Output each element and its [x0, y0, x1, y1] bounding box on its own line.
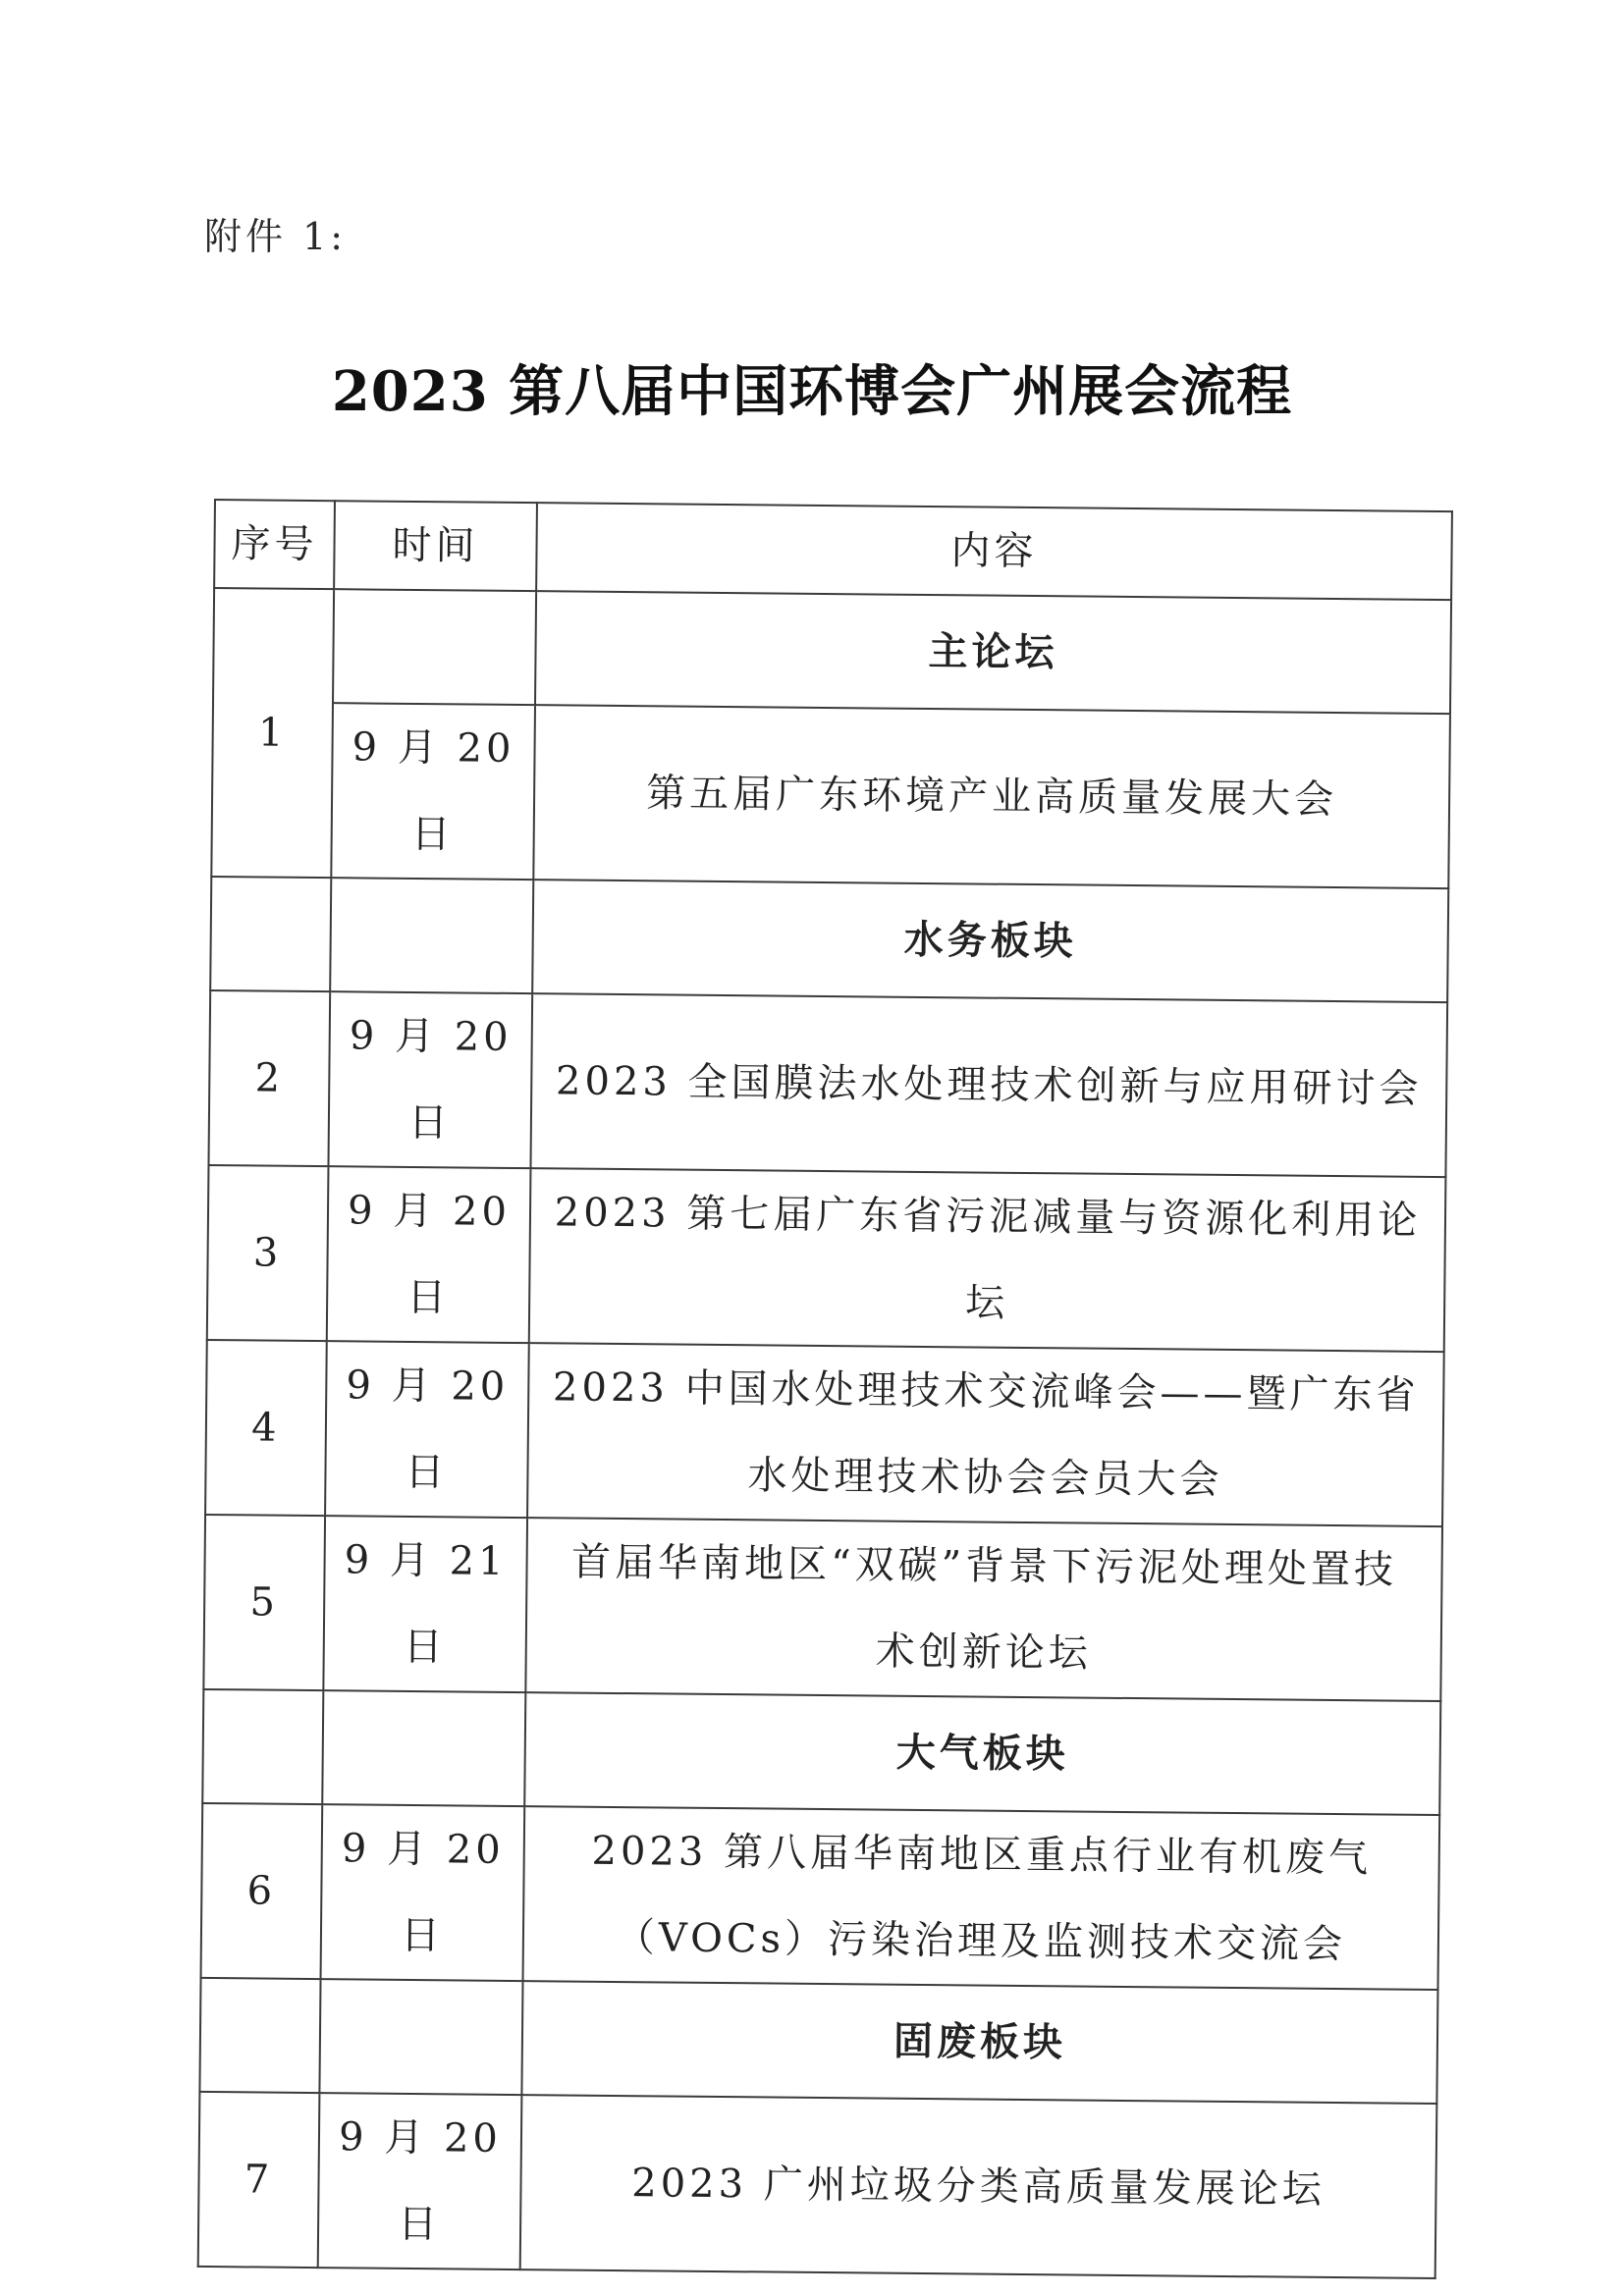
row-content	[523, 1806, 1440, 1990]
row-content-line: 2023 第八届华南地区重点行业有机废气	[591, 1828, 1373, 1882]
table-section-row	[199, 1978, 1437, 2104]
attachment-label: 附件 1:	[204, 215, 348, 258]
row-seq: 7	[198, 2092, 320, 2268]
row-time: 9 月 20 日	[331, 703, 535, 880]
row-seq-empty	[202, 1689, 323, 1804]
row-content: 2023 广州垃圾分类高质量发展论坛	[520, 2095, 1437, 2278]
table-row	[211, 702, 1450, 888]
row-seq-empty	[199, 1978, 320, 2093]
table-row	[208, 990, 1447, 1177]
row-content	[525, 1518, 1442, 1701]
row-content	[527, 1343, 1444, 1526]
row-content	[529, 1168, 1446, 1352]
section-water: 水务板块	[532, 880, 1448, 1002]
table-row	[213, 588, 1451, 714]
row-content-line: 坛	[964, 1280, 1009, 1326]
row-seq: 4	[205, 1340, 327, 1516]
row-content-line: 2023 第七届广东省污泥减量与资源化利用论	[554, 1190, 1422, 1244]
row-seq: 1	[211, 588, 334, 878]
row-content: 第五届广东环境产业高质量发展大会	[533, 705, 1450, 888]
row-time: 9 月 20 日	[321, 1804, 525, 1981]
header-time: 时间	[334, 501, 537, 591]
row-time-empty	[333, 589, 536, 705]
row-time: 9 月 20 日	[325, 1341, 529, 1518]
row-time: 9 月 20 日	[327, 1166, 531, 1343]
header-content: 内容	[536, 503, 1452, 600]
header-seq: 序号	[214, 500, 335, 589]
row-time: 9 月 20 日	[318, 2093, 522, 2269]
table-section-row	[210, 877, 1448, 1002]
table-section-row	[202, 1689, 1440, 1815]
row-content-line: 首届华南地区“双碳”背景下污泥处理处置技	[570, 1539, 1398, 1593]
row-content: 2023 全国膜法水处理技术创新与应用研讨会	[530, 993, 1447, 1177]
table-row	[205, 1340, 1444, 1526]
row-time-empty	[330, 878, 533, 993]
table-row	[207, 1165, 1446, 1352]
row-seq: 5	[203, 1515, 325, 1690]
section-air: 大气板块	[524, 1692, 1440, 1815]
row-time-empty	[319, 1979, 522, 2095]
row-time: 9 月 20 日	[328, 991, 532, 1168]
table-row	[201, 1803, 1440, 1990]
row-time: 9 月 21 日	[323, 1516, 527, 1692]
row-content-line: 水处理技术协会会员大会	[747, 1453, 1223, 1503]
table-header-row	[214, 500, 1452, 600]
row-seq: 6	[201, 1803, 323, 1979]
row-seq: 2	[208, 990, 330, 1166]
table-row	[198, 2092, 1437, 2278]
row-time-empty	[322, 1690, 525, 1806]
row-seq: 3	[207, 1165, 329, 1341]
page-title: 2023 第八届中国环博会广州展会流程	[331, 359, 1293, 424]
schedule-table	[197, 499, 1453, 2279]
section-main-forum: 主论坛	[535, 591, 1451, 714]
table-row	[203, 1515, 1442, 1701]
row-content-line: 2023 中国水处理技术交流峰会——暨广东省	[552, 1364, 1420, 1418]
section-solid-waste: 固废板块	[521, 1981, 1437, 2104]
row-content-line: （VOCs）污染治理及监测技术交流会	[615, 1914, 1347, 1968]
row-seq-empty	[210, 877, 331, 991]
row-content-line: 术创新论坛	[875, 1629, 1092, 1677]
